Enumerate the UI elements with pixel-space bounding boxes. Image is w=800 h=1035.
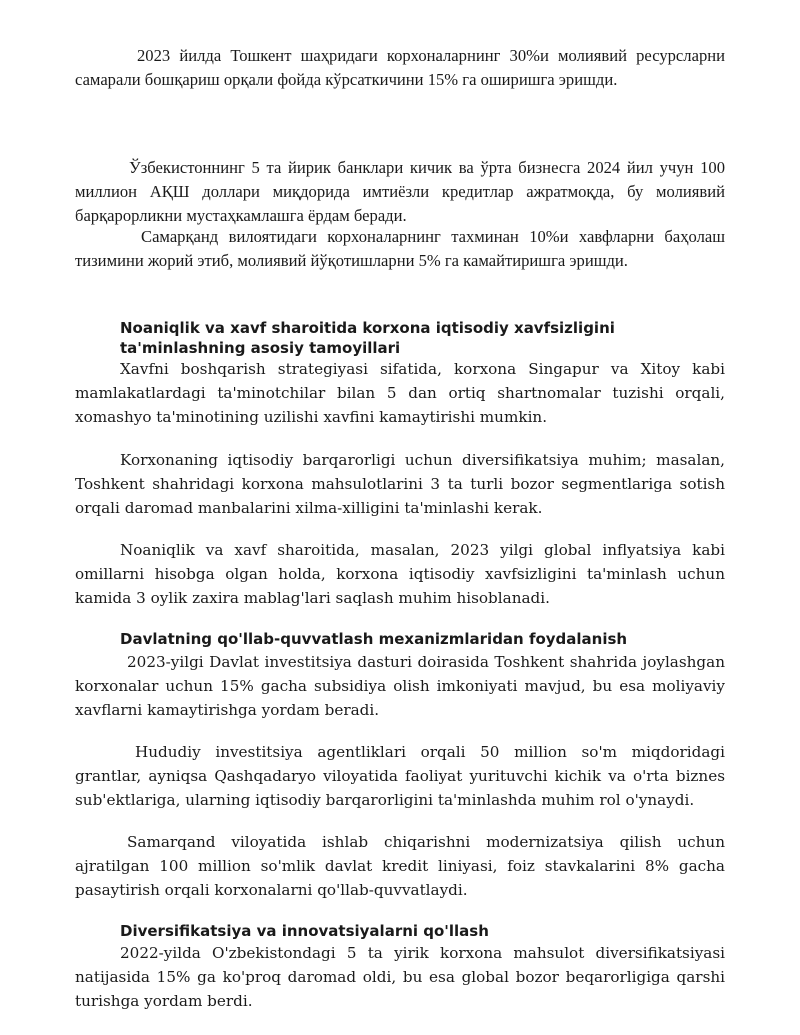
section-heading-diversification: Diversifikatsiya va innovatsiyalarni qo'llash — [120, 922, 489, 940]
paragraph-diversification-importance: Korxonaning iqtisodiy barqarorligi uchun diversifikatsiya muhim; masalan, Toshkent shahridagi korxona mahsulotlarini 3 ta turli bozor segmentlariga sotish orqali daromad manbalarini xilma-xilligini ta'minlashi kerak. — [75, 451, 725, 517]
paragraph-regional-grants: Hududiy investitsiya agentliklari orqali 50 million so'm miqdoridagi grantlar, ayniqsa Qashqadaryo viloyatida faoliyat yurituvchi kichik va o'rta biznes sub'ektlariga, ularning iqtisodiy barqarorligini ta'minlashda muhim rol o'ynaydi. — [75, 743, 725, 809]
paragraph-samarkand-risk: Самарқанд вилоятидаги корхоналарнинг тахминан 10%и хавфларни баҳолаш тизимини жорий этиб, молиявий йўқотишларни 5% га камайтиришга эришди. — [75, 227, 725, 270]
paragraph-reserve-funds: Noaniqlik va xavf sharoitida, masalan, 2023 yilgi global inflyatsiya kabi omillarni hisobga olgan holda, korxona iqtisodiy xavfsizligini ta'minlash uchun kamida 3 oylik zaxira mablag'lari saqlash muhim hisoblanadi. — [75, 541, 725, 607]
paragraph-investment-program: 2023-yilgi Davlat investitsiya dasturi doirasida Toshkent shahrida joylashgan korxonalar uchun 15% gacha subsidiya olish imkoniyati mavjud, bu esa moliyaviy xavflarni kamaytirishga yordam beradi. — [75, 653, 725, 719]
paragraph-uzbek-banks: Ўзбекистоннинг 5 та йирик банклари кичик ва ўрта бизнесга 2024 йил учун 100 миллион АҚШ доллари миқдорида имтиёзли кредитлар ажратмоқда, бу молиявий барқарорликни мустаҳкамлашга ёрдам беради. — [75, 158, 725, 225]
paragraph-credit-line: Samarqand viloyatida ishlab chiqarishni modernizatsiya qilish uchun ajratilgan 100 million so'mlik davlat kredit liniyasi, foiz stavkalarini 8% gacha pasaytirish orqali korxonalarni qo'llab-quvvatlaydi. — [75, 833, 725, 899]
paragraph-tashkent-enterprises: 2023 йилда Тошкент шаҳридаги корхоналарнинг 30%и молиявий ресурсларни самарали бошқариш орқали фойда кўрсаткичини 15% га оширишга эришди. — [75, 46, 725, 89]
section-heading-risk-principles: Noaniqlik va xavf sharoitida korxona iqtisodiy xavfsizligini ta'minlashning asosiy tamoyillari — [120, 319, 615, 357]
section-heading-state-support: Davlatning qo'llab-quvvatlash mexanizmlaridan foydalanish — [120, 630, 628, 648]
paragraph-risk-strategy: Xavfni boshqarish strategiyasi sifatida, korxona Singapur va Xitoy kabi mamlakatlardagi ta'minotchilar bilan 5 dan ortiq shartnomalar tuzishi orqali, xomashyo ta'minotining uzilishi xavfini kamaytirishi mumkin. — [75, 360, 725, 426]
paragraph-product-diversification: 2022-yilda O'zbekistondagi 5 ta yirik korxona mahsulot diversifikatsiyasi natijasida 15% ga ko'proq daromad oldi, bu esa global bozor beqarorligiga qarshi turishga yordam berdi. — [75, 944, 725, 1010]
